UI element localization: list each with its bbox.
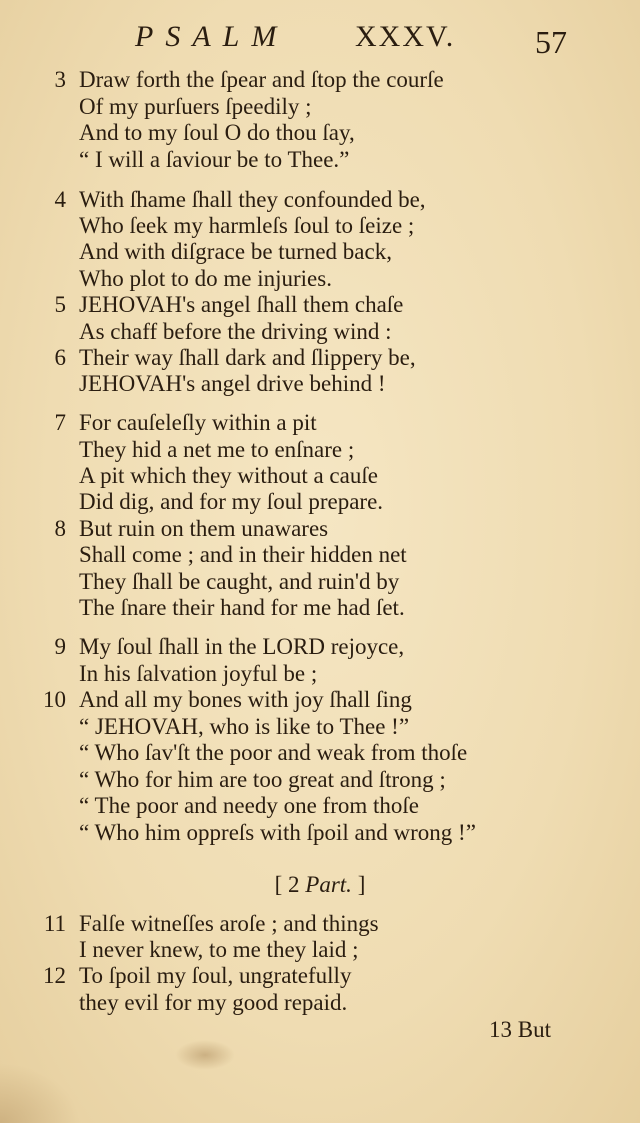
verse-line: A pit which they without a cauſe: [79, 463, 378, 488]
verse-number: 11: [43, 911, 66, 936]
verse-line: The ſnare their hand for me had ſet.: [79, 595, 405, 620]
verse-line: they evil for my good repaid.: [79, 990, 348, 1015]
verse-line: Shall come ; and in their hidden net: [79, 542, 407, 567]
psalm-number: XXXV.: [355, 20, 456, 53]
verse-number: 8: [54, 516, 66, 541]
verse-line: “ Who him oppreſs with ſpoil and wrong !”: [79, 820, 476, 845]
verse-line: Draw forth the ſpear and ſtop the courſe: [79, 67, 444, 92]
ink-smudge: [175, 1040, 235, 1070]
verse-line: My ſoul ſhall in the LORD rejoyce,: [79, 634, 405, 659]
verse-line: Falſe witneſſes aroſe ; and things: [79, 911, 379, 936]
verse-line: Did dig, and for my ſoul prepare.: [79, 489, 384, 514]
verse-line: In his ſalvation joyful be ;: [79, 661, 318, 686]
verse-line: But ruin on them unawares: [79, 516, 329, 541]
verse-line: With ſhame ſhall they confounded be,: [79, 187, 426, 212]
verse-line: JEHOVAH's angel ſhall them chaſe: [79, 292, 404, 317]
verse-number: 4: [54, 187, 66, 212]
verse-line: “ Who for him are too great and ſtrong ;: [79, 767, 446, 792]
verse-line: And all my bones with joy ſhall ſing: [79, 687, 412, 712]
verse-number: 7: [54, 410, 66, 435]
verse-line: And with diſgrace be turned back,: [79, 239, 392, 264]
verse-number: 12: [43, 963, 66, 988]
verse-number: 6: [54, 345, 66, 370]
verse-line: Who plot to do me injuries.: [79, 266, 332, 291]
verse-line: “ The poor and needy one from thoſe: [79, 793, 419, 818]
verse-line: I never knew, to me they laid ;: [79, 937, 359, 962]
verse-number: 9: [54, 634, 66, 659]
page-header: [0, 20, 640, 60]
catchword: 13 But: [489, 1017, 551, 1042]
paper-stain: [0, 1063, 80, 1123]
part-heading-open: [ 2: [274, 872, 300, 897]
verse-line: “ JEHOVAH, who is like to Thee !”: [79, 714, 410, 739]
verse-line: JEHOVAH's angel drive behind !: [79, 371, 386, 396]
verse-line: For cauſeleſly within a pit: [79, 410, 317, 435]
verse-number: 3: [54, 67, 66, 92]
page-number: 57: [535, 24, 567, 60]
verse-number: 10: [43, 687, 66, 712]
part-heading: [0, 872, 640, 898]
part-heading-word: Part.: [305, 872, 352, 897]
verse-line: To ſpoil my ſoul, ungratefully: [79, 963, 352, 988]
part-heading-close: ]: [357, 872, 366, 897]
verse-line: “ Who ſav'ſt the poor and weak from thoſe: [79, 740, 468, 765]
verse-line: As chaff before the driving wind :: [79, 319, 392, 344]
verse-line: They ſhall be caught, and ruin'd by: [79, 569, 400, 594]
verse-line: Their way ſhall dark and ſlippery be,: [79, 345, 416, 370]
verse-line: Who ſeek my harmleſs ſoul to ſeize ;: [79, 213, 415, 238]
verse-line: And to my ſoul O do thou ſay,: [79, 120, 355, 145]
running-title: PSALM: [135, 20, 289, 53]
verse-line: “ I will a ſaviour be to Thee.”: [79, 147, 350, 172]
verse-line: Of my purſuers ſpeedily ;: [79, 94, 312, 119]
verse-line: They hid a net me to enſnare ;: [79, 437, 355, 462]
verse-number: 5: [54, 292, 66, 317]
